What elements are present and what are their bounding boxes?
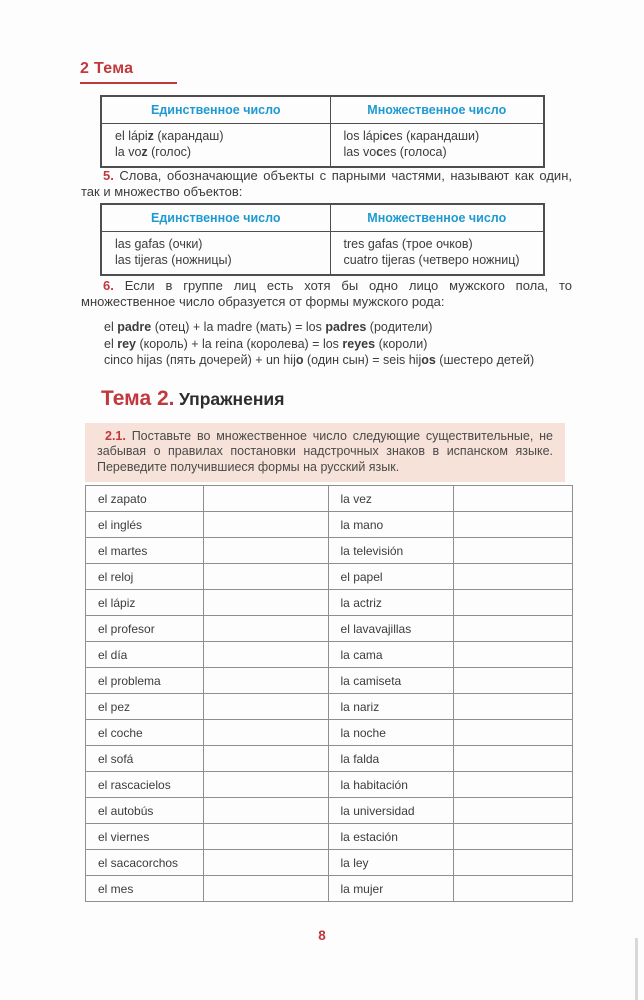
answer-blank-right — [454, 876, 573, 902]
answer-blank-left — [203, 642, 328, 668]
singular-word-right: la nariz — [328, 694, 454, 720]
singular-word-left: el sofá — [86, 746, 204, 772]
rule-6-number: 6. — [103, 278, 114, 293]
answer-blank-right — [454, 720, 573, 746]
rule-6-text: Если в группе лиц есть хотя бы одно лицо мужского пола, то множественное число образуется от формы мужского рода: — [81, 278, 572, 309]
example-line: cinco hijas (пять дочерей) + un hijo (один сын) = seis hijos (шестеро детей) — [104, 353, 535, 367]
answer-blank-right — [454, 694, 573, 720]
table-row — [101, 124, 544, 168]
singular-word-right: la televisión — [328, 538, 454, 564]
answer-blank-left — [203, 486, 328, 512]
rule-5-paragraph — [81, 168, 572, 200]
exercise-table-row — [86, 824, 573, 850]
singular-word-right: la estación — [328, 824, 454, 850]
exercise-table-row — [86, 876, 573, 902]
singular-word-left: el mes — [86, 876, 204, 902]
answer-blank-left — [203, 616, 328, 642]
singular-word-right: la habitación — [328, 772, 454, 798]
plural-examples-cell — [330, 232, 544, 276]
singular-examples-cell — [101, 124, 330, 168]
example-line: las tijeras (ножницы) — [115, 252, 232, 267]
answer-blank-left — [203, 694, 328, 720]
exercise-table-row — [86, 746, 573, 772]
rule-6-paragraph — [81, 278, 572, 310]
example-line: el lápiz (карандаш) — [115, 129, 224, 143]
exercise-table-row — [86, 616, 573, 642]
answer-blank-right — [454, 850, 573, 876]
answer-blank-right — [454, 772, 573, 798]
singular-word-left: el inglés — [86, 512, 204, 538]
example-line: tres gafas (трое очков) — [343, 237, 473, 251]
example-line: el rey (король) + la reina (королева) = los reyes (короли) — [104, 336, 428, 351]
singular-plural-table-2 — [100, 203, 545, 276]
page-number: 8 — [318, 928, 326, 943]
exercise-number: 2.1. — [105, 429, 126, 443]
plural-column-header: Множественное число — [330, 96, 544, 124]
singular-word-right: el lavavajillas — [328, 616, 454, 642]
example-line: los lápices (карандаши) — [343, 129, 480, 143]
singular-word-right: la mujer — [328, 876, 454, 902]
rule-6-examples — [104, 319, 534, 369]
exercise-table-row — [86, 720, 573, 746]
answer-blank-left — [203, 512, 328, 538]
singular-word-right: la noche — [328, 720, 454, 746]
exercise-table-row — [86, 798, 573, 824]
exercise-table-row — [86, 642, 573, 668]
singular-word-left: el viernes — [86, 824, 204, 850]
example-line: las voces (голоса) — [343, 144, 447, 159]
section-topic-label: Тема 2. — [101, 387, 175, 410]
singular-word-right: el papel — [328, 564, 454, 590]
answer-blank-right — [454, 642, 573, 668]
example-line: la voz (голос) — [115, 144, 192, 159]
singular-examples-cell — [101, 232, 330, 276]
rule-5-number: 5. — [103, 168, 114, 183]
exercise-2-1-instructions — [85, 423, 565, 482]
answer-blank-left — [203, 590, 328, 616]
singular-word-right: la cama — [328, 642, 454, 668]
answer-blank-left — [203, 564, 328, 590]
answer-blank-left — [203, 720, 328, 746]
answer-blank-left — [203, 850, 328, 876]
singular-word-left: el rascacielos — [86, 772, 204, 798]
exercise-table-row — [86, 486, 573, 512]
exercise-table-row — [86, 850, 573, 876]
answer-blank-left — [203, 772, 328, 798]
example-line: cuatro tijeras (четверо ножниц) — [343, 252, 520, 267]
scan-edge-artifact — [635, 938, 638, 1000]
exercise-table-row — [86, 772, 573, 798]
singular-column-header: Единственное число — [101, 204, 330, 232]
exercise-table-row — [86, 564, 573, 590]
exercise-table-row — [86, 512, 573, 538]
singular-word-left: el coche — [86, 720, 204, 746]
answer-blank-left — [203, 538, 328, 564]
answer-blank-right — [454, 512, 573, 538]
exercise-text: Поставьте во множественное число следующие существительные, не забывая о правилах постановки надстрочных знаков в испанском языке. Переведите получившиеся формы на русский язык. — [97, 429, 553, 474]
answer-blank-right — [454, 564, 573, 590]
singular-word-right: la universidad — [328, 798, 454, 824]
singular-word-left: el zapato — [86, 486, 204, 512]
singular-word-left: el día — [86, 642, 204, 668]
answer-blank-right — [454, 486, 573, 512]
answer-blank-right — [454, 616, 573, 642]
exercise-table-body — [86, 486, 573, 902]
section-heading — [101, 387, 284, 411]
singular-word-left: el problema — [86, 668, 204, 694]
answer-blank-right — [454, 824, 573, 850]
singular-word-right: la ley — [328, 850, 454, 876]
singular-word-left: el lápiz — [86, 590, 204, 616]
singular-word-left: el autobús — [86, 798, 204, 824]
example-line: las gafas (очки) — [115, 237, 203, 251]
singular-word-left: el profesor — [86, 616, 204, 642]
exercise-fill-in-table — [85, 485, 573, 902]
exercise-table-row — [86, 694, 573, 720]
singular-plural-table-1 — [100, 95, 545, 168]
answer-blank-left — [203, 824, 328, 850]
answer-blank-right — [454, 746, 573, 772]
answer-blank-right — [454, 798, 573, 824]
singular-word-right: la mano — [328, 512, 454, 538]
section-subtitle: Упражнения — [178, 389, 285, 409]
exercise-table-row — [86, 668, 573, 694]
answer-blank-right — [454, 538, 573, 564]
singular-word-right: la falda — [328, 746, 454, 772]
singular-column-header: Единственное число — [101, 96, 330, 124]
answer-blank-left — [203, 668, 328, 694]
plural-column-header: Множественное число — [330, 204, 544, 232]
answer-blank-right — [454, 590, 573, 616]
example-line: el padre (отец) + la madre (мать) = los padres (родители) — [104, 320, 433, 334]
singular-word-left: el pez — [86, 694, 204, 720]
rule-5-text: Слова, обозначающие объекты с парными частями, называют как один, так и множество объектов: — [81, 168, 572, 199]
answer-blank-left — [203, 798, 328, 824]
singular-word-right: la camiseta — [328, 668, 454, 694]
chapter-header: 2 Тема — [80, 60, 177, 84]
table-header-row — [101, 96, 544, 124]
singular-word-left: el martes — [86, 538, 204, 564]
singular-word-right: la actriz — [328, 590, 454, 616]
singular-word-left: el reloj — [86, 564, 204, 590]
exercise-table-row — [86, 538, 573, 564]
answer-blank-right — [454, 668, 573, 694]
answer-blank-left — [203, 876, 328, 902]
exercise-table-row — [86, 590, 573, 616]
table-row — [101, 232, 544, 276]
singular-word-right: la vez — [328, 486, 454, 512]
singular-word-left: el sacacorchos — [86, 850, 204, 876]
table-header-row — [101, 204, 544, 232]
plural-examples-cell — [330, 124, 544, 168]
answer-blank-left — [203, 746, 328, 772]
